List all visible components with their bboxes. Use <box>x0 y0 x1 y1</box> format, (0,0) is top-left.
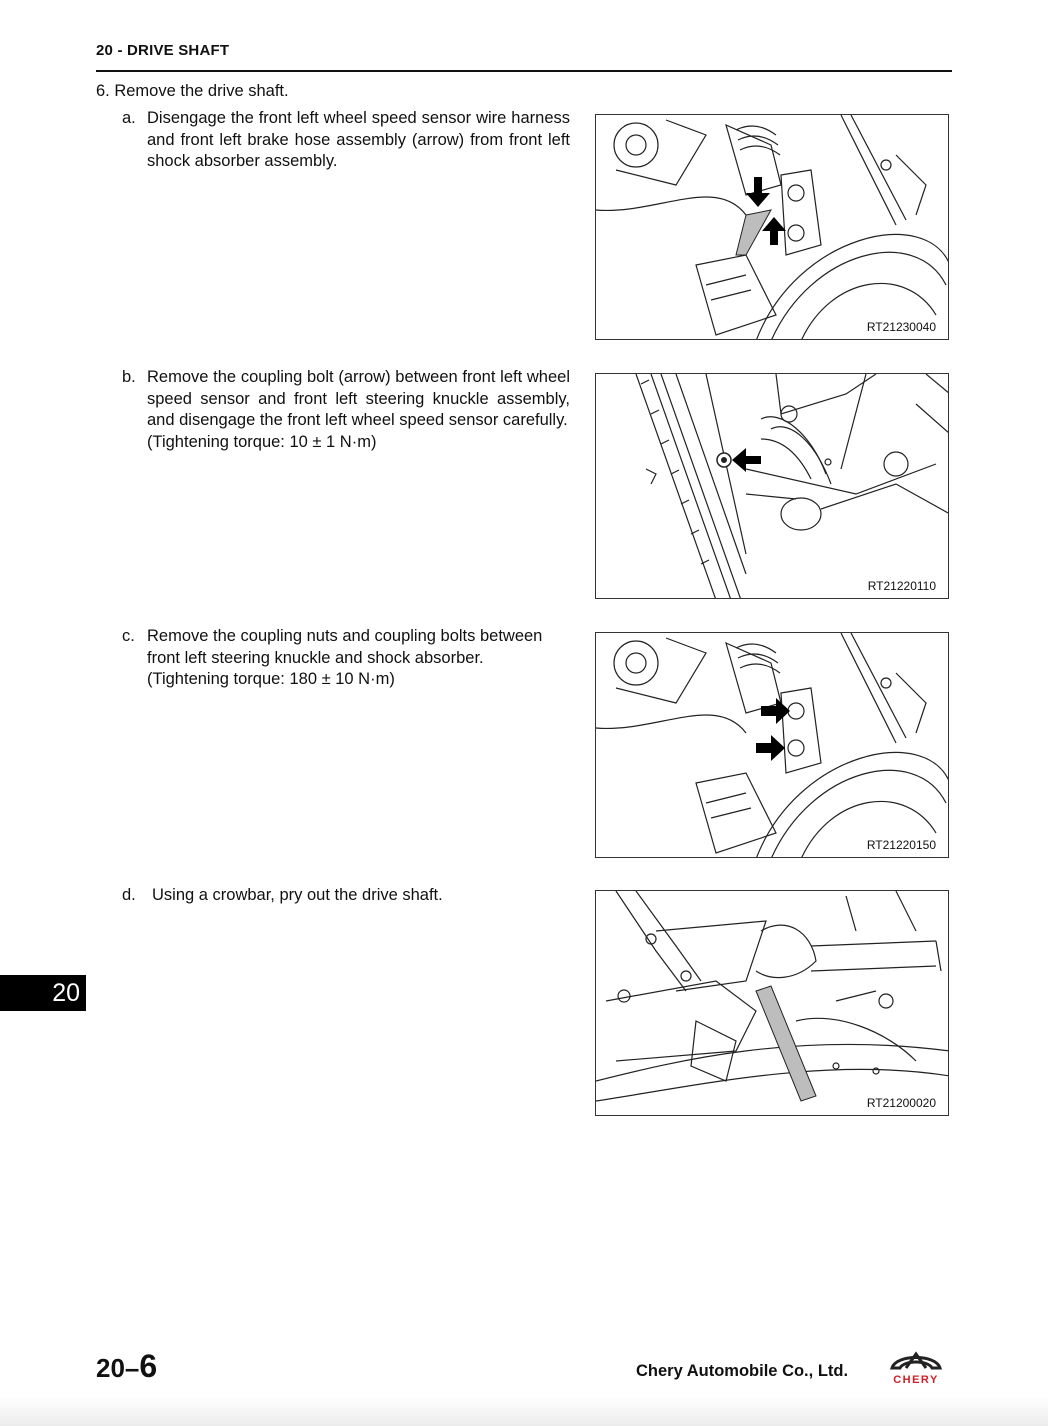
page-number-value: 6 <box>139 1348 158 1384</box>
illustration-drive-shaft-crowbar <box>596 891 949 1116</box>
substep-c <box>122 626 570 691</box>
illustration-steering-knuckle <box>596 374 949 599</box>
step-title: 6. Remove the drive shaft. <box>96 82 289 100</box>
section-header: 20 - DRIVE SHAFT <box>96 42 230 59</box>
figure-code: RT21220110 <box>867 579 936 593</box>
figure-a-wheel-sensor-harness <box>595 114 949 340</box>
substep-d <box>122 885 570 907</box>
page-bottom-shade <box>0 1396 1048 1426</box>
substep-letter: a. <box>122 109 136 127</box>
substep-letter: c. <box>122 627 135 645</box>
substep-text: Remove the coupling nuts and coupling bolts between front left steering knuckle and shock absorber. <box>147 627 543 667</box>
chapter-tab: 20 <box>0 975 86 1011</box>
substep-text: Using a crowbar, pry out the drive shaft. <box>152 886 443 904</box>
page-prefix: 20– <box>96 1353 140 1383</box>
figure-code: RT21230040 <box>866 320 936 334</box>
substep-text: Disengage the front left wheel speed sensor wire harness and front left brake hose assembly (arrow) from front left shock absorber assembly. <box>147 109 570 170</box>
illustration-knuckle-shock <box>596 633 949 858</box>
substep-b <box>122 367 570 453</box>
illustration-wheel-hub <box>596 115 949 340</box>
substep-letter: b. <box>122 368 136 386</box>
substep-letter: d. <box>122 886 136 904</box>
company-name: Chery Automobile Co., Ltd. <box>636 1362 849 1380</box>
figure-code: RT21200020 <box>866 1096 936 1110</box>
figure-d-crowbar <box>595 890 949 1116</box>
torque-spec: (Tightening torque: 180 ± 10 N·m) <box>147 670 395 688</box>
figure-c-coupling-nuts <box>595 632 949 858</box>
header-divider <box>96 70 952 72</box>
figure-b-coupling-bolt <box>595 373 949 599</box>
logo-wordmark: CHERY <box>893 1374 939 1386</box>
torque-spec: (Tightening torque: 10 ± 1 N·m) <box>147 432 377 451</box>
substep-text: Remove the coupling bolt (arrow) between front left wheel speed sensor and front left steering knuckle assembly, and disengage the front left wheel speed sensor carefully. <box>147 368 570 429</box>
substep-a <box>122 108 570 173</box>
figure-code: RT21220150 <box>866 838 936 852</box>
page-number <box>96 1348 157 1385</box>
